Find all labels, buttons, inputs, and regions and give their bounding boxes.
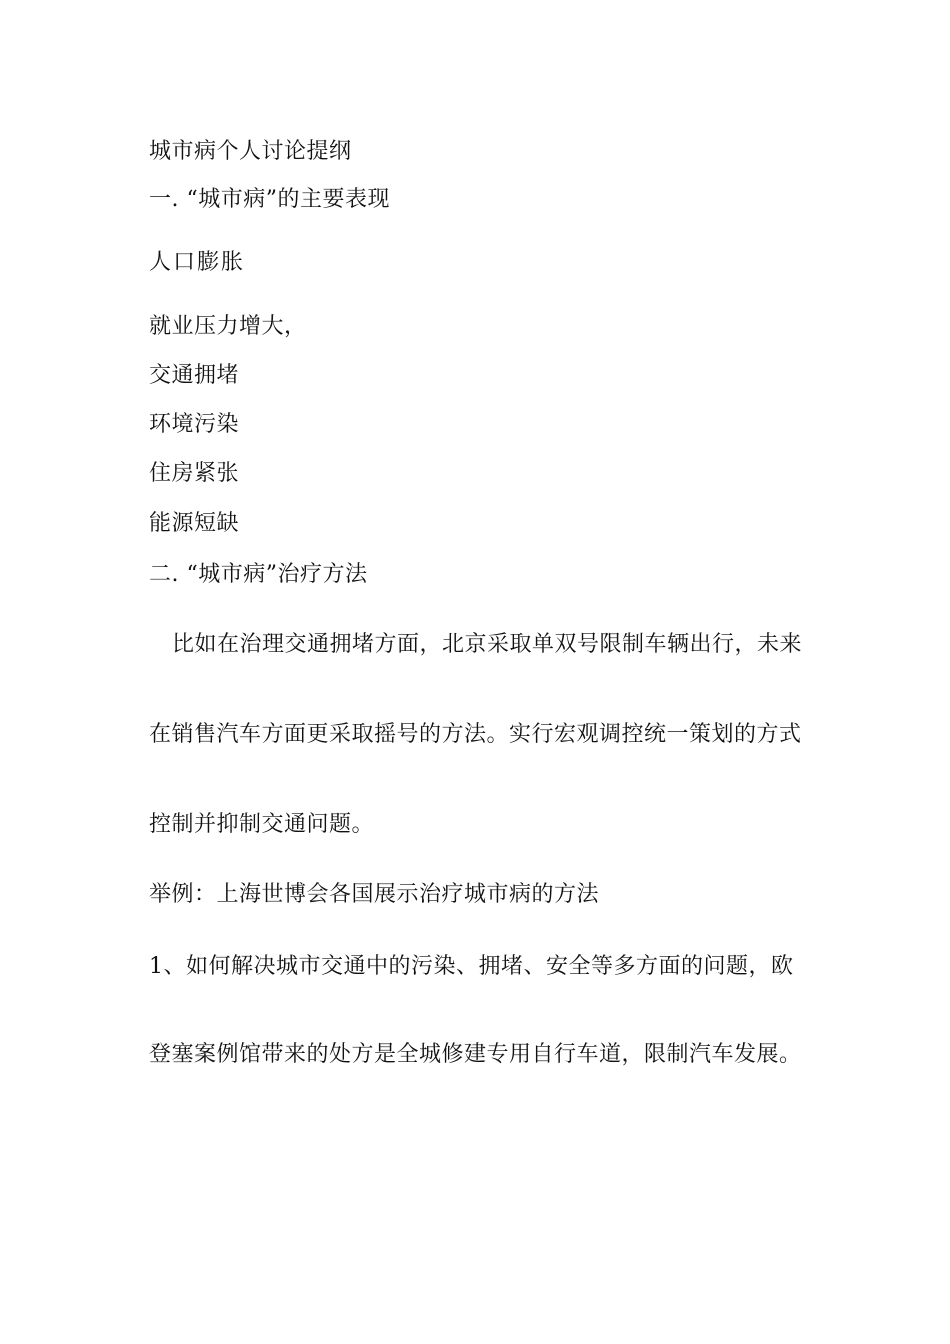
section-1-heading: 一. “城市病”的主要表现 — [149, 187, 390, 212]
list-item: 交通拥堵 — [149, 363, 240, 388]
list-item: 能源短缺 — [149, 511, 240, 536]
point-line: 1、如何解决城市交通中的污染、拥堵、安全等多方面的问题，欧 — [149, 954, 794, 979]
paragraph-line: 比如在治理交通拥堵方面，北京采取单双号限制车辆出行，未来 — [172, 632, 803, 657]
example-label: 举例：上海世博会各国展示治疗城市病的方法 — [149, 882, 600, 907]
list-item: 就业压力增大， — [149, 314, 307, 339]
paragraph-line: 在销售汽车方面更采取摇号的方法。实行宏观调控统一策划的方式 — [149, 722, 802, 747]
document-title: 城市病个人讨论提纲 — [149, 139, 352, 164]
list-item: 人口膨胀 — [149, 250, 246, 275]
list-item: 环境污染 — [149, 412, 240, 437]
section-2-heading: 二. “城市病”治疗方法 — [149, 562, 368, 587]
list-item: 住房紧张 — [149, 461, 240, 486]
point-line: 登塞案例馆带来的处方是全城修建专用自行车道，限制汽车发展。 — [149, 1042, 802, 1067]
paragraph-line: 控制并抑制交通问题。 — [149, 812, 375, 837]
